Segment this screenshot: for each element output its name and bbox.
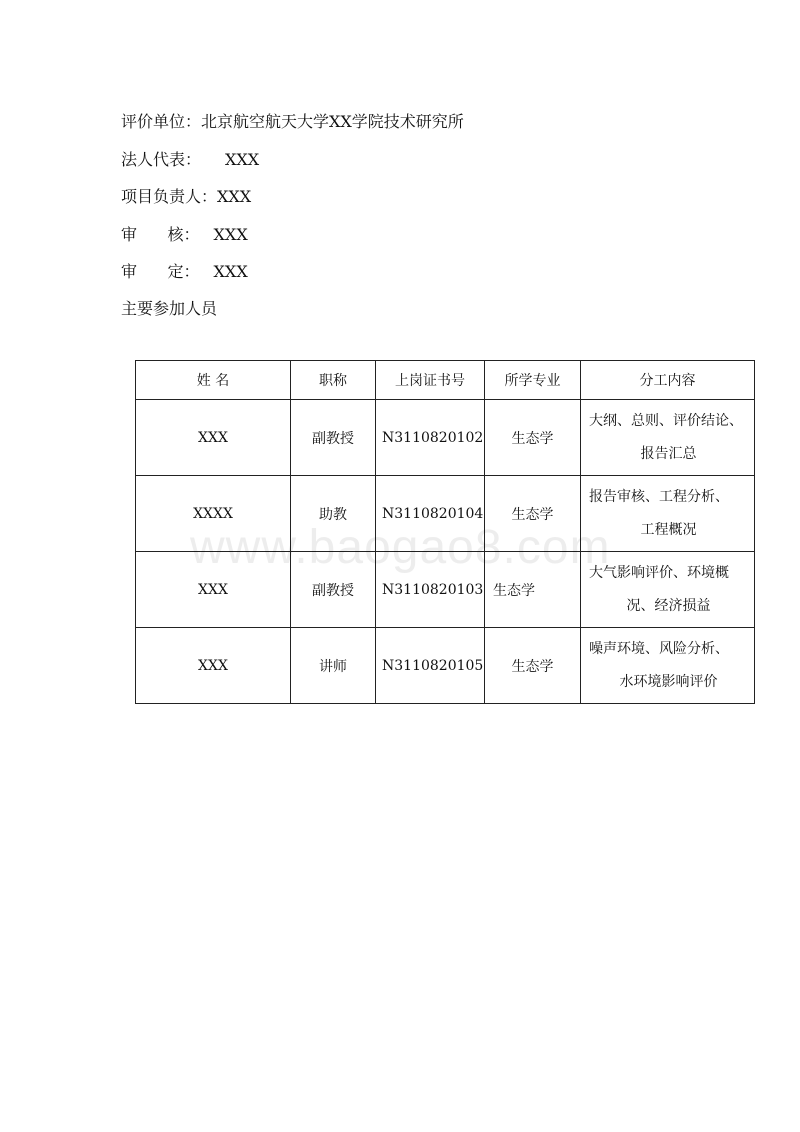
approver-line [121, 258, 464, 296]
evaluation-unit-line [121, 108, 464, 146]
cell-certificate: N3110820105 [376, 628, 485, 704]
section-title: 主要参加人员 [121, 299, 218, 318]
cell-name: XXX [136, 400, 291, 476]
approver-label: 审 定： [121, 262, 200, 281]
cell-certificate: N3110820104 [376, 476, 485, 552]
cell-title: 副教授 [291, 400, 376, 476]
legal-representative-value: XXX [225, 149, 260, 169]
table-row [136, 476, 755, 552]
table-row [136, 552, 755, 628]
staff-table [135, 360, 755, 704]
cell-work [581, 628, 755, 704]
cell-title: 讲师 [291, 628, 376, 704]
table-header-row [136, 361, 755, 400]
cell-work-line: 报告汇总 [640, 445, 697, 462]
cell-work [581, 400, 755, 476]
header-name: 姓 名 [136, 361, 291, 400]
cell-name: XXX [136, 552, 291, 628]
header-title: 职称 [291, 361, 376, 400]
reviewer-label: 审 核： [121, 224, 200, 244]
evaluation-unit-value: 北京航空航天大学XX学院技术研究所 [201, 112, 464, 131]
cell-work [581, 552, 755, 628]
cell-name: XXXX [136, 476, 291, 552]
cell-title: 副教授 [291, 552, 376, 628]
header-work: 分工内容 [581, 361, 755, 400]
cell-work-line: 况、经济损益 [626, 597, 711, 614]
legal-representative-label: 法人代表： [121, 149, 202, 169]
reviewer-value: XXX [213, 224, 248, 244]
header-certificate: 上岗证书号 [376, 361, 485, 400]
project-info-block [121, 108, 464, 296]
approver-value: XXX [213, 262, 248, 281]
project-manager-value: XXX [217, 187, 252, 206]
cell-name: XXX [136, 628, 291, 704]
table-row [136, 628, 755, 704]
cell-major: 生态学 [485, 552, 581, 628]
cell-work-line: 大纲、总则、评价结论、 [589, 412, 743, 429]
cell-work [581, 476, 755, 552]
cell-work-line: 大气影响评价、环境概 [589, 564, 729, 581]
header-major: 所学专业 [485, 361, 581, 400]
cell-major: 生态学 [485, 628, 581, 704]
cell-work-line: 水环境影响评价 [619, 673, 718, 690]
cell-major: 生态学 [485, 476, 581, 552]
evaluation-unit-label: 评价单位： [121, 112, 202, 131]
cell-title: 助教 [291, 476, 376, 552]
cell-certificate: N3110820103 [376, 552, 485, 628]
watermark-text: www.baogao8.com [190, 521, 611, 574]
cell-work-line: 报告审核、工程分析、 [589, 488, 729, 505]
table-row [136, 400, 755, 476]
legal-representative-line [121, 146, 464, 184]
cell-certificate: N3110820102 [376, 400, 485, 476]
project-manager-line [121, 183, 464, 221]
cell-work-line: 噪声环境、风险分析、 [589, 640, 729, 657]
cell-major: 生态学 [485, 400, 581, 476]
project-manager-label: 项目负责人： [121, 187, 218, 206]
cell-work-line: 工程概况 [640, 521, 697, 538]
reviewer-line [121, 221, 464, 259]
